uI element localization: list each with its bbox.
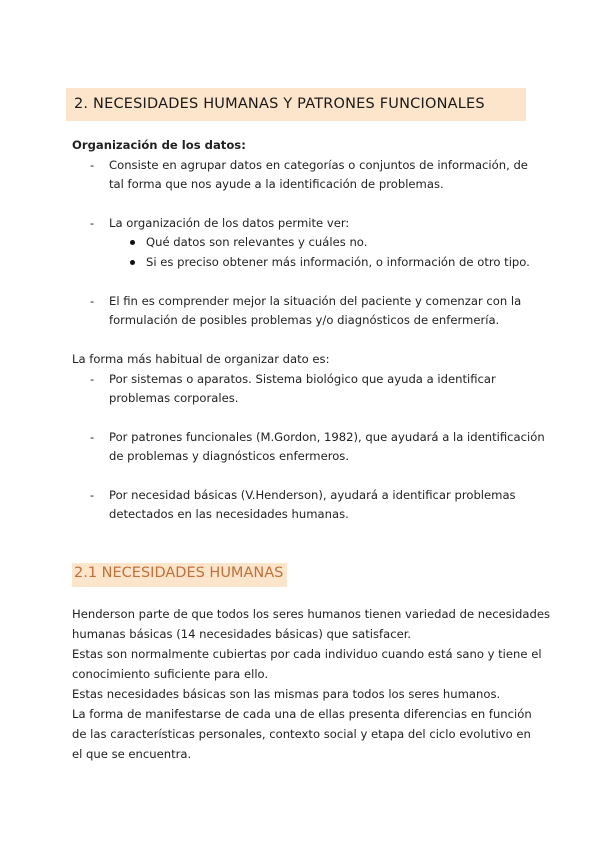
bullet-icon — [130, 260, 135, 265]
list-dash: - — [90, 158, 95, 172]
paragraph-line: de las características personales, contexto social y etapa del ciclo evolutivo en — [72, 727, 531, 741]
list-item-line: Consiste en agrupar datos en categorías o conjuntos de información, de — [109, 158, 528, 172]
subsection-title: 2.1 NECESIDADES HUMANAS — [72, 563, 287, 587]
list-item-line: Por patrones funcionales (M.Gordon, 1982), que ayudará a la identificación — [109, 430, 545, 444]
paragraph-line: Henderson parte de que todos los seres humanos tienen variedad de necesidades — [72, 607, 551, 621]
paragraph-line: el que se encuentra. — [72, 747, 192, 761]
paragraph-line: Estas necesidades básicas son las mismas para todos los seres humanos. — [72, 687, 501, 701]
paragraph-line: La forma de manifestarse de cada una de ellas presenta diferencias en función — [72, 707, 532, 721]
list-item-line: La organización de los datos permite ver: — [109, 216, 350, 230]
list-item-line: problemas corporales. — [109, 391, 239, 405]
paragraph-line: conocimiento suficiente para ello. — [72, 667, 269, 681]
section-title: 2. NECESIDADES HUMANAS Y PATRONES FUNCIONALES — [66, 88, 526, 121]
list-dash: - — [90, 430, 95, 444]
list-item-line: detectados en las necesidades humanas. — [109, 507, 349, 521]
list-item-line: formulación de posibles problemas y/o diagnósticos de enfermería. — [109, 313, 500, 327]
org-heading: Organización de los datos: — [72, 138, 246, 152]
paragraph-line: humanas básicas (14 necesidades básicas) que satisfacer. — [72, 627, 412, 641]
paragraph-line: Estas son normalmente cubiertas por cada individuo cuando está sano y tiene el — [72, 647, 542, 661]
list-item-line: El fin es comprender mejor la situación del paciente y comenzar con la — [109, 294, 522, 308]
bullet-icon — [130, 240, 135, 245]
intro-text: La forma más habitual de organizar dato es: — [72, 352, 330, 366]
list-dash: - — [90, 372, 95, 386]
list-dash: - — [90, 488, 95, 502]
list-dash: - — [90, 216, 95, 230]
list-item-line: Por necesidad básicas (V.Henderson), ayudará a identificar problemas — [109, 488, 516, 502]
bullet-item: Si es preciso obtener más información, o información de otro tipo. — [146, 255, 530, 269]
list-item-line: Por sistemas o aparatos. Sistema biológico que ayuda a identificar — [109, 372, 496, 386]
bullet-item: Qué datos son relevantes y cuáles no. — [146, 235, 368, 249]
list-item-line: de problemas y diagnósticos enfermeros. — [109, 449, 350, 463]
list-dash: - — [90, 294, 95, 308]
list-item-line: tal forma que nos ayude a la identificación de problemas. — [109, 177, 444, 191]
